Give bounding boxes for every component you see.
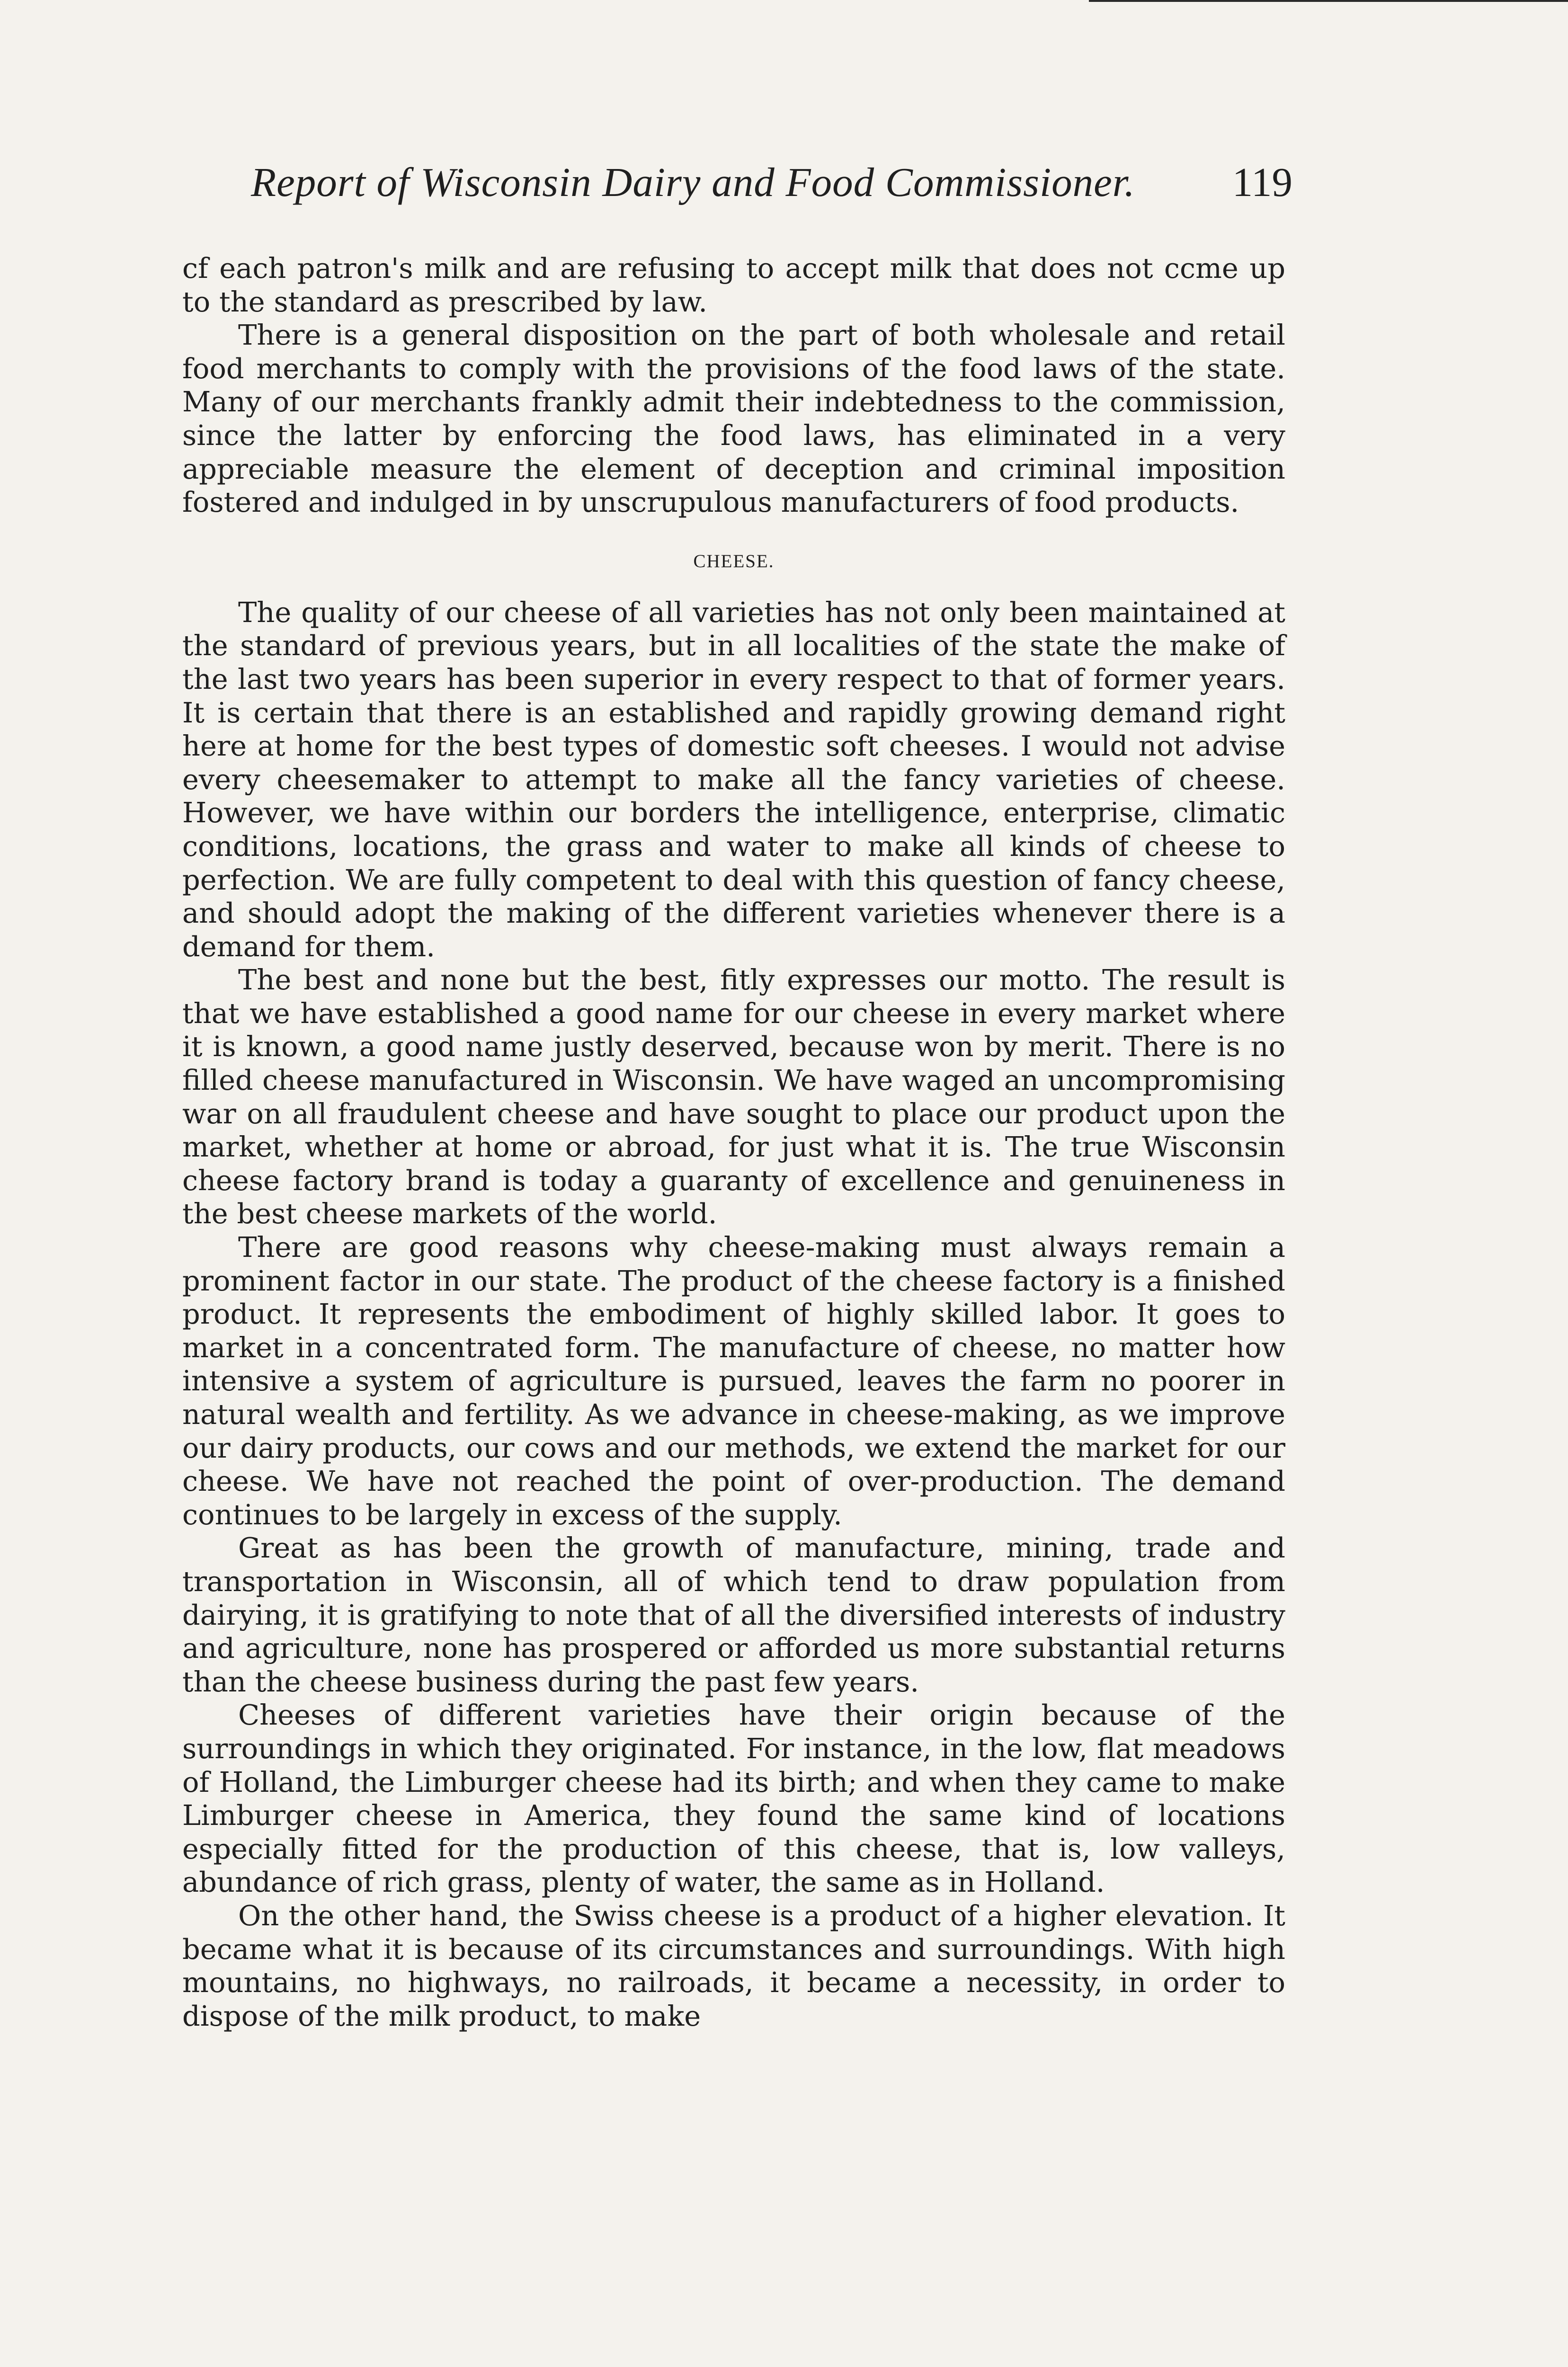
paragraph-continued: cf each patron's milk and are refusing to accept milk that does not ccme up to the standard as prescribed by law. <box>182 252 1285 318</box>
paragraph: The quality of our cheese of all varieties has not only been maintained at the standard of previous years, but in all localities of the state the make of the last two years has been superior in every respect to that of former years. It is certain that there is an established and rapidly growing demand right here at home for the best types of domestic soft cheeses. I would not advise every cheesemaker to attempt to make all the fancy varieties of cheese. However, we have within our borders the intelligence, enterprise, climatic conditions, locations, the grass and water to make all kinds of cheese to perfection. We are fully competent to deal with this question of fancy cheese, and should adopt the making of the different varieties whenever there is a demand for them. <box>182 596 1285 963</box>
scan-edge-line <box>1089 0 1568 2</box>
running-header-title: Report of Wisconsin Dairy and Food Commissioner. <box>251 159 1135 205</box>
paragraph: On the other hand, the Swiss cheese is a product of a higher elevation. It became what it is because of its circumstances and surroundings. With high mountains, no highways, no railroads, it became a necessity, in order to dispose of the milk product, to make <box>182 1899 1285 2032</box>
running-header <box>223 156 1292 208</box>
paragraph: There is a general disposition on the part of both wholesale and retail food merchants to comply with the provisions of the food laws of the state. Many of our merchants frankly admit their indebtedness to the commission, since the latter by enforcing the food laws, has eliminated in a very appreciable measure the element of deception and criminal imposition fostered and indulged in by unscrupulous manufacturers of food products. <box>182 319 1285 519</box>
body-text <box>182 252 1285 2033</box>
paragraph: Cheeses of different varieties have their origin because of the surroundings in which they originated. For instance, in the low, flat meadows of Holland, the Limburger cheese had its birth; and when they came to make Limburger cheese in America, they found the same kind of locations especially fitted for the production of this cheese, that is, low valleys, abundance of rich grass, plenty of water, the same as in Holland. <box>182 1699 1285 1899</box>
paragraph: The best and none but the best, fitly expresses our motto. The result is that we have established a good name for our cheese in every market where it is known, a good name justly deserved, because won by merit. There is no filled cheese manufactured in Wisconsin. We have waged an uncompromising war on all fraudulent cheese and have sought to place our product upon the market, whether at home or abroad, for just what it is. The true Wisconsin cheese factory brand is today a guaranty of excellence and genuineness in the best cheese markets of the world. <box>182 963 1285 1230</box>
paragraph: Great as has been the growth of manufacture, mining, trade and transportation in Wisconsin, all of which tend to draw population from dairying, it is gratifying to note that of all the diversified interests of industry and agriculture, none has prospered or afforded us more substantial returns than the cheese business during the past few years. <box>182 1531 1285 1698</box>
paragraph: There are good reasons why cheese-making must always remain a prominent factor in our state. The product of the cheese factory is a finished product. It represents the embodiment of highly skilled labor. It goes to market in a concentrated form. The manufacture of cheese, no matter how intensive a system of agriculture is pursued, leaves the farm no poorer in natural wealth and fertility. As we advance in cheese-making, as we improve our dairy products, our cows and our methods, we extend the market for our cheese. We have not reached the point of over-production. The demand continues to be largely in excess of the supply. <box>182 1231 1285 1531</box>
section-heading-cheese: CHEESE. <box>693 551 775 571</box>
page-number: 119 <box>1232 159 1292 205</box>
